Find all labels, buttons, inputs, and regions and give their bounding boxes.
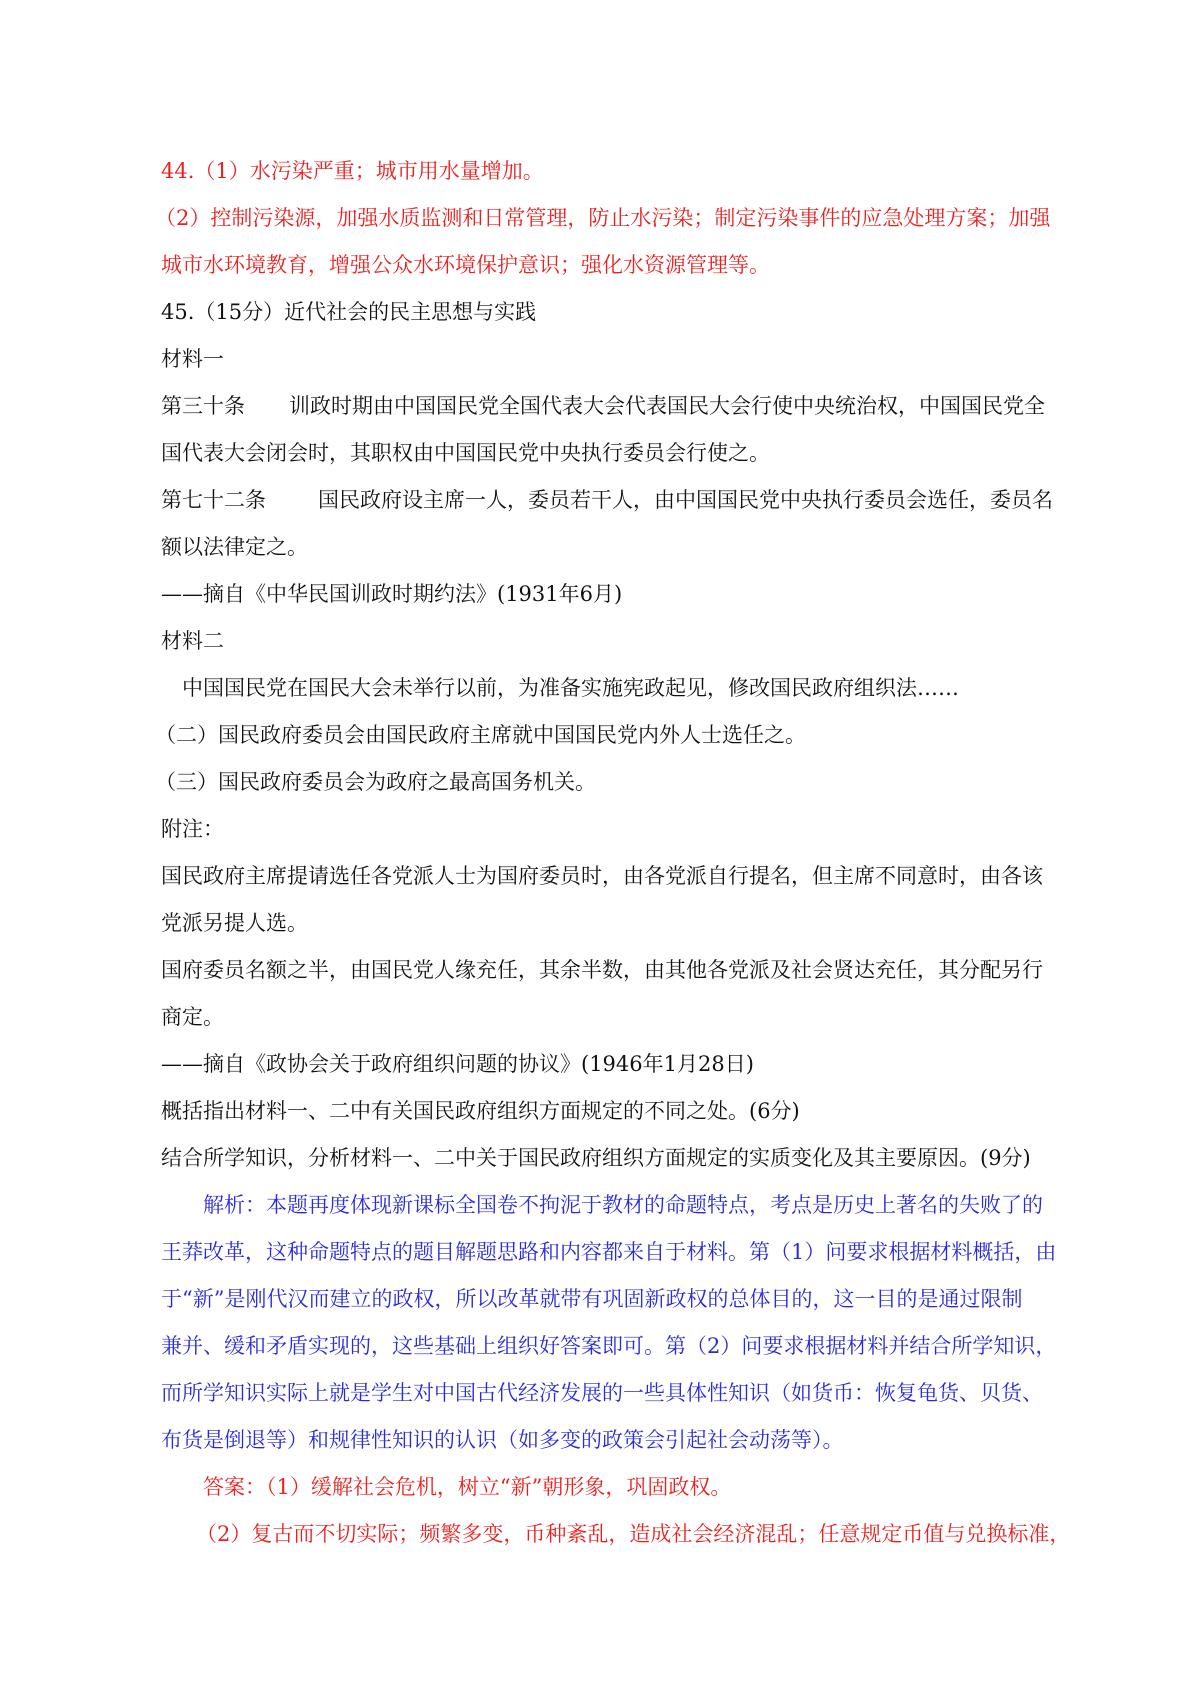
analysis-line-2: 王莽改革，这种命题特点的题目解题思路和内容都来自于材料。第（1）问要求根据材料概括，由 (161, 1240, 1057, 1264)
answer-line-2: （2）复古而不切实际；频繁多变，币种紊乱，造成社会经济混乱；任意规定币值与兑换标准， (196, 1522, 1071, 1546)
article-72-line-2: 额以法律定之。 (161, 535, 308, 559)
q45-title: 45.（15分）近代社会的民主思想与实践 (161, 300, 537, 324)
article-30-text: 训政时期由中国国民党全国代表大会代表国民大会行使中央统治权，中国国民党全 (289, 394, 1045, 418)
question-2: 结合所学知识，分析材料一、二中关于国民政府组织方面规定的实质变化及其主要原因。(9分) (161, 1146, 1031, 1170)
article-30-label: 第三十条 (161, 394, 245, 418)
note-1-line-1: 国民政府主席提请选任各党派人士为国府委员时，由各党派自行提名，但主席不同意时，由各该 (161, 864, 1043, 888)
analysis-line-6: 布货是倒退等）和规律性知识的认识（如多变的政策会引起社会动荡等）。 (161, 1428, 844, 1452)
note-2-line-1: 国府委员名额之半，由国民党人缘充任，其余半数，由其他各党派及社会贤达充任，其分配另行 (161, 958, 1043, 982)
article-72-line-1 (161, 486, 1053, 514)
article-30-line-2: 国代表大会闭会时，其职权由中国国民党中央执行委员会行使之。 (161, 441, 770, 465)
material-2-line-2: （二）国民政府委员会由国民政府主席就中国国民党内外人士选任之。 (155, 723, 806, 747)
material-2-line-3: （三）国民政府委员会为政府之最高国务机关。 (155, 770, 596, 794)
material-2-label: 材料二 (161, 629, 224, 653)
source-2: ——摘自《政协会关于政府组织问题的协议》(1946年1月28日) (161, 1052, 754, 1076)
q44-answer-line-2: （2）控制污染源，加强水质监测和日常管理，防止水污染；制定污染事件的应急处理方案；加强 (155, 206, 1051, 230)
article-72-label: 第七十二条 (161, 488, 266, 512)
source-1: ——摘自《中华民国训政时期约法》(1931年6月) (161, 582, 623, 606)
article-72-text: 国民政府设主席一人，委员若干人，由中国国民党中央执行委员会选任，委员名 (318, 488, 1053, 512)
question-1: 概括指出材料一、二中有关国民政府组织方面规定的不同之处。(6分) (161, 1099, 800, 1123)
article-30-line-1 (161, 392, 1045, 420)
note-2-line-2: 商定。 (161, 1005, 224, 1029)
note-label: 附注： (161, 817, 224, 841)
note-1-line-2: 党派另提人选。 (161, 911, 308, 935)
analysis-line-5: 而所学知识实际上就是学生对中国古代经济发展的一些具体性知识（如货币：恢复龟货、贝货、 (161, 1381, 1043, 1405)
material-2-line-1: 中国国民党在国民大会未举行以前，为准备实施宪政起见，修改国民政府组织法…… (182, 676, 959, 700)
analysis-line-3: 于“新”是刚代汉而建立的政权，所以改革就带有巩固新政权的总体目的，这一目的是通过限制 (161, 1287, 1023, 1311)
material-1-label: 材料一 (161, 347, 224, 371)
q44-answer-line-3: 城市水环境教育，增强公众水环境保护意识；强化水资源管理等。 (161, 253, 770, 277)
q44-answer-line-1: 44.（1）水污染严重；城市用水量增加。 (161, 159, 544, 183)
analysis-line-1: 解析：本题再度体现新课标全国卷不拘泥于教材的命题特点，考点是历史上著名的失败了的 (203, 1193, 1043, 1217)
answer-line-1: 答案：（1）缓解社会危机，树立“新”朝形象，巩固政权。 (203, 1475, 732, 1499)
analysis-line-4: 兼并、缓和矛盾实现的，这些基础上组织好答案即可。第（2）问要求根据材料并结合所学知识， (161, 1334, 1057, 1358)
